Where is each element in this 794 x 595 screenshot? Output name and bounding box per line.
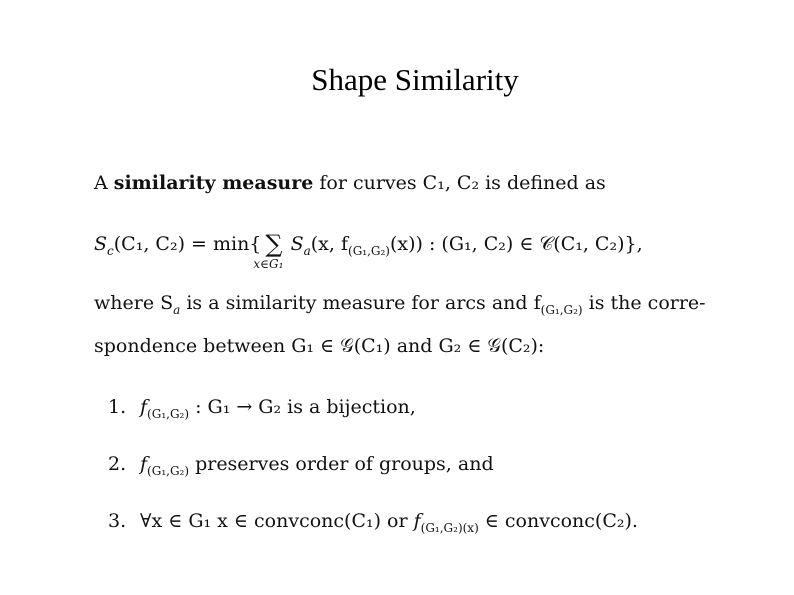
formula-lhs: S [94, 233, 108, 255]
formula-body-sub: a [303, 243, 311, 258]
item-f-sub: (G₁,G₂)(x) [420, 520, 479, 535]
list-item [108, 396, 416, 421]
item-pre: ∀x ∈ G₁ x ∈ convconc(C₁) or [140, 510, 414, 532]
item-text: : G₁ → G₂ is a bijection, [189, 396, 416, 418]
intro-rest: for curves C₁, C₂ is defined as [313, 172, 606, 194]
item-f: f [140, 453, 148, 475]
item-number: 1. [108, 396, 127, 418]
slide-title: Shape Similarity [311, 62, 519, 97]
formula-body-mid: (x, f [310, 233, 349, 255]
item-f: f [413, 510, 421, 532]
where-f-sub: (G₁,G₂) [540, 302, 583, 317]
intro-word-a: A [94, 172, 114, 194]
formula-f-sub: (G₁,G₂) [348, 243, 390, 258]
item-text: ∈ convconc(C₂). [478, 510, 638, 532]
item-number: 2. [108, 453, 127, 475]
where-pre: where S [94, 292, 174, 314]
intro-bold-term: similarity measure [113, 172, 314, 194]
sum-operator [253, 230, 284, 271]
item-f-sub: (G₁,G₂) [147, 406, 190, 421]
item-text: preserves order of groups, and [189, 453, 494, 475]
where-sub-a: a [173, 302, 181, 317]
formula-lhs-sub: c [107, 243, 114, 258]
list-item [108, 453, 494, 478]
formula-lhs-args: (C₁, C₂) = min{ [113, 233, 262, 255]
intro-sentence [94, 174, 606, 193]
where-end: is the corre- [582, 292, 706, 314]
list-item [108, 510, 638, 535]
where-sentence [94, 292, 706, 317]
sum-index: x∈G₁ [253, 257, 284, 271]
correspondence-sentence: spondence between G₁ ∈ 𝒢(C₁) and G₂ ∈ 𝒢(C₂): [94, 335, 545, 357]
item-number: 3. [108, 510, 127, 532]
item-f: f [140, 396, 148, 418]
similarity-formula [94, 230, 643, 271]
item-f-sub: (G₁,G₂) [147, 463, 190, 478]
where-mid: is a similarity measure for arcs and f [180, 292, 541, 314]
sum-symbol: ∑ [265, 230, 283, 258]
formula-body-end: (x)) : (G₁, C₂) ∈ 𝒞(C₁, C₂)}, [390, 233, 643, 255]
formula-body-pre: S [284, 233, 304, 255]
